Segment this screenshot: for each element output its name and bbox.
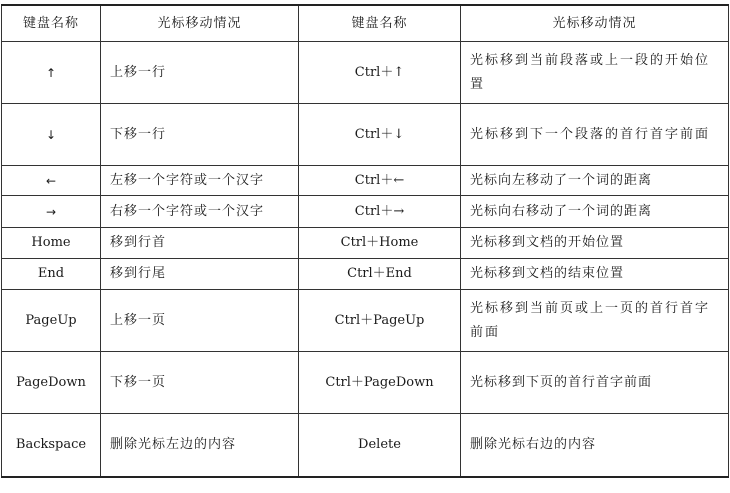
cursor-keys-table bbox=[1, 4, 729, 478]
ctrl-key-cell: Ctrl＋PageUp bbox=[299, 290, 461, 352]
movement-cell: 左移一个字符或一个汉字 bbox=[101, 166, 299, 196]
table-row bbox=[2, 104, 729, 166]
table-row bbox=[2, 352, 729, 414]
table-row bbox=[2, 196, 729, 228]
key-cell: PageDown bbox=[2, 352, 101, 414]
ctrl-movement-cell: 光标向左移动了一个词的距离 bbox=[461, 166, 729, 196]
table-row bbox=[2, 290, 729, 352]
header-cursor-movement-2: 光标移动情况 bbox=[461, 5, 729, 42]
ctrl-key-cell: Ctrl＋← bbox=[299, 166, 461, 196]
ctrl-movement-cell: 光标移到文档的结束位置 bbox=[461, 259, 729, 290]
movement-cell: 下移一页 bbox=[101, 352, 299, 414]
header-cursor-movement-1: 光标移动情况 bbox=[101, 5, 299, 42]
key-cell: Backspace bbox=[2, 414, 101, 478]
ctrl-key-cell: Ctrl＋↓ bbox=[299, 104, 461, 166]
ctrl-movement-cell: 光标向右移动了一个词的距离 bbox=[461, 196, 729, 228]
ctrl-movement-cell: 删除光标右边的内容 bbox=[461, 414, 729, 478]
key-cell: Home bbox=[2, 228, 101, 259]
table-body bbox=[2, 42, 729, 478]
header-key-name-1: 键盘名称 bbox=[2, 5, 101, 42]
key-cell: PageUp bbox=[2, 290, 101, 352]
movement-cell: 移到行首 bbox=[101, 228, 299, 259]
header-key-name-2: 键盘名称 bbox=[299, 5, 461, 42]
ctrl-key-cell: Delete bbox=[299, 414, 461, 478]
key-cell: End bbox=[2, 259, 101, 290]
movement-cell: 移到行尾 bbox=[101, 259, 299, 290]
ctrl-key-cell: Ctrl＋↑ bbox=[299, 42, 461, 104]
document-page bbox=[0, 4, 730, 478]
table-row bbox=[2, 259, 729, 290]
table-row bbox=[2, 42, 729, 104]
movement-cell: 下移一行 bbox=[101, 104, 299, 166]
table-row bbox=[2, 414, 729, 478]
ctrl-key-cell: Ctrl＋End bbox=[299, 259, 461, 290]
ctrl-movement-cell: 光标移到当前页或上一页的首行首字前面 bbox=[461, 290, 729, 352]
table-row bbox=[2, 228, 729, 259]
ctrl-key-cell: Ctrl＋PageDown bbox=[299, 352, 461, 414]
ctrl-movement-cell: 光标移到下一个段落的首行首字前面 bbox=[461, 104, 729, 166]
key-cell: → bbox=[2, 196, 101, 228]
key-cell: ↓ bbox=[2, 104, 101, 166]
table-row bbox=[2, 166, 729, 196]
key-cell: ↑ bbox=[2, 42, 101, 104]
ctrl-movement-cell: 光标移到下页的首行首字前面 bbox=[461, 352, 729, 414]
movement-cell: 删除光标左边的内容 bbox=[101, 414, 299, 478]
header-row bbox=[2, 5, 729, 42]
movement-cell: 上移一行 bbox=[101, 42, 299, 104]
table-header bbox=[2, 5, 729, 42]
ctrl-movement-cell: 光标移到文档的开始位置 bbox=[461, 228, 729, 259]
key-cell: ← bbox=[2, 166, 101, 196]
ctrl-key-cell: Ctrl＋Home bbox=[299, 228, 461, 259]
ctrl-movement-cell: 光标移到当前段落或上一段的开始位置 bbox=[461, 42, 729, 104]
movement-cell: 上移一页 bbox=[101, 290, 299, 352]
ctrl-key-cell: Ctrl＋→ bbox=[299, 196, 461, 228]
movement-cell: 右移一个字符或一个汉字 bbox=[101, 196, 299, 228]
